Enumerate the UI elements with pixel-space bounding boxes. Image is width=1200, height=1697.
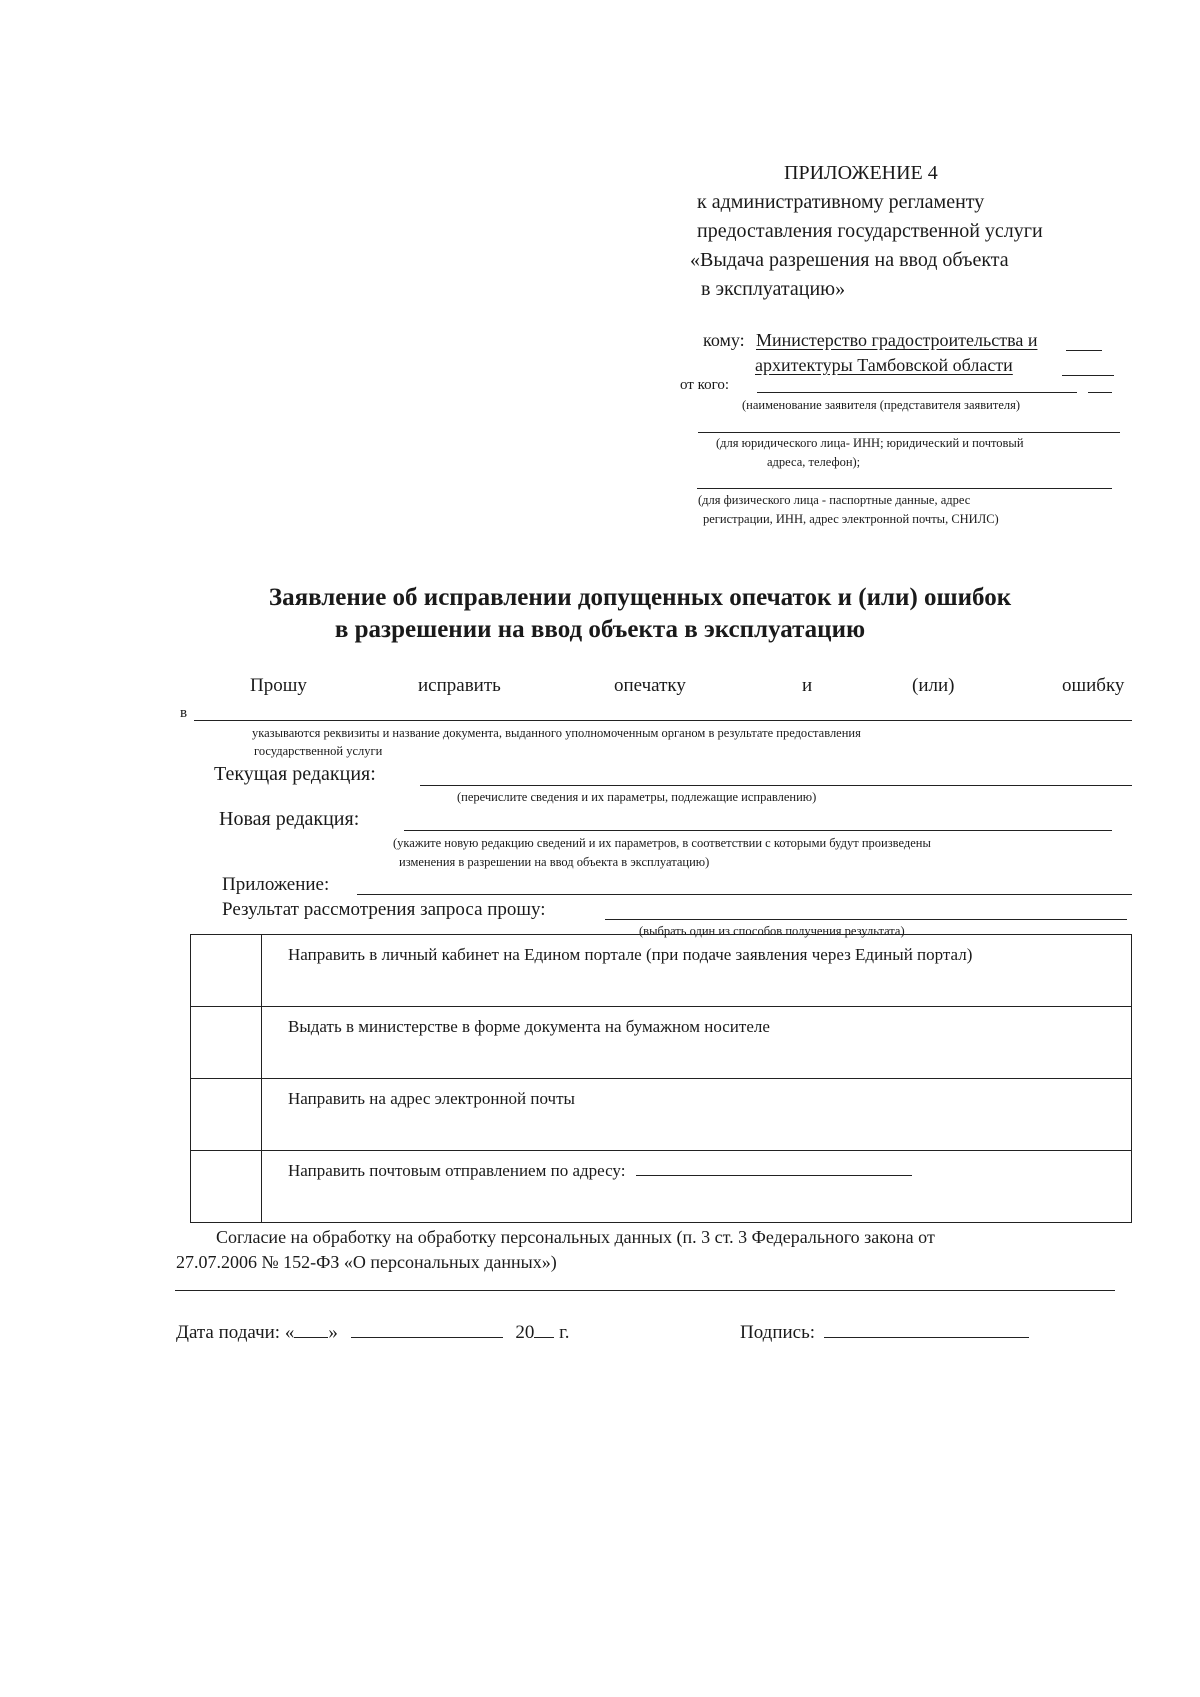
signature-label: Подпись:	[740, 1322, 816, 1343]
request-word-6: ошибку	[1062, 675, 1125, 696]
individual-input-line[interactable]	[697, 488, 1112, 489]
option-checkbox-post[interactable]	[191, 1151, 262, 1223]
result-options-table	[190, 934, 1132, 1223]
option-checkbox-paper[interactable]	[191, 1007, 262, 1079]
option-text-portal: Направить в личный кабинет на Едином портале (при подаче заявления через Единый портал)	[262, 935, 1132, 1007]
option-row	[191, 1151, 1132, 1223]
appendix-line-2: предоставления государственной услуги	[697, 220, 1043, 242]
new-edition-hint-1: (укажите новую редакцию сведений и их параметров, в соответствии с которыми будут произведены	[393, 836, 931, 850]
document-details-hint-1: указываются реквизиты и название документа, выданного уполномоченным органом в результате предоставления	[252, 726, 861, 740]
document-details-hint-2: государственной услуги	[254, 744, 383, 758]
legal-entity-hint-2: адреса, телефон);	[767, 455, 861, 469]
legal-entity-hint-1: (для юридического лица- ИНН; юридический и почтовый	[716, 436, 1024, 450]
in-label: в	[180, 705, 188, 721]
request-word-2: исправить	[418, 675, 501, 696]
from-hint: (наименование заявителя (представителя заявителя)	[742, 398, 1021, 412]
appendix-line-1: к административному регламенту	[697, 191, 985, 213]
date-label: Дата подачи: «	[176, 1322, 295, 1343]
individual-hint-2: регистрации, ИНН, адрес электронной почты, СНИЛС)	[703, 512, 999, 526]
from-label: от кого:	[680, 377, 730, 393]
document-title-line-1: Заявление об исправлении допущенных опечаток и (или) ошибок	[268, 584, 1012, 611]
signature	[740, 1322, 1029, 1344]
option-row	[191, 1079, 1132, 1151]
signature-input-line[interactable]	[824, 1323, 1029, 1338]
submission-date	[176, 1322, 570, 1344]
individual-hint-1: (для физического лица - паспортные данные, адрес	[698, 493, 971, 507]
to-fill-line-2	[1062, 375, 1114, 376]
consent-signature-line[interactable]	[175, 1290, 1115, 1291]
appendix-line-4: в эксплуатацию»	[701, 278, 846, 300]
to-recipient-line-1: Министерство градостроительства и	[756, 330, 1038, 350]
option-text-email: Направить на адрес электронной почты	[262, 1079, 1132, 1151]
year-input-line[interactable]	[534, 1323, 554, 1338]
request-word-5: (или)	[912, 675, 955, 696]
document-details-input-line[interactable]	[194, 720, 1132, 721]
document-title-line-2: в разрешении на ввод объекта в эксплуатацию	[334, 616, 866, 643]
date-closing-quote: »	[328, 1322, 338, 1343]
to-recipient-line-2: архитектуры Тамбовской области	[755, 355, 1013, 375]
appendix-line-3: «Выдача разрешения на ввод объекта	[690, 249, 1009, 271]
new-edition-label: Новая редакция:	[219, 808, 360, 830]
new-edition-input-line[interactable]	[404, 830, 1112, 831]
attachment-label: Приложение:	[222, 874, 330, 895]
option-row	[191, 935, 1132, 1007]
from-input-line-end	[1088, 392, 1112, 393]
option-checkbox-portal[interactable]	[191, 935, 262, 1007]
option-text-post: Направить почтовым отправлением по адресу:	[288, 1161, 626, 1180]
option-checkbox-email[interactable]	[191, 1079, 262, 1151]
to-fill-line-1	[1066, 350, 1102, 351]
request-word-1: Прошу	[250, 675, 307, 696]
request-word-3: опечатку	[614, 675, 686, 696]
new-edition-hint-2: изменения в разрешении на ввод объекта в эксплуатацию)	[399, 855, 710, 869]
month-input-line[interactable]	[351, 1323, 503, 1338]
option-text-paper: Выдать в министерстве в форме документа на бумажном носителе	[262, 1007, 1132, 1079]
year-prefix: 20	[515, 1322, 535, 1343]
current-edition-input-line[interactable]	[420, 785, 1132, 786]
legal-entity-input-line[interactable]	[698, 432, 1120, 433]
option-row	[191, 1007, 1132, 1079]
to-label: кому:	[703, 330, 745, 350]
option-post-cell	[262, 1151, 1132, 1223]
result-label: Результат рассмотрения запроса прошу:	[222, 899, 546, 920]
attachment-input-line[interactable]	[357, 894, 1132, 895]
current-edition-label: Текущая редакция:	[214, 763, 376, 785]
day-input-line[interactable]	[294, 1323, 328, 1338]
consent-line-2: 27.07.2006 № 152-ФЗ «О персональных данных»)	[176, 1252, 557, 1272]
appendix-number: ПРИЛОЖЕНИЕ 4	[784, 162, 938, 184]
from-input-line[interactable]	[757, 392, 1077, 393]
postal-address-input-line[interactable]	[636, 1161, 912, 1176]
request-word-4: и	[802, 675, 813, 696]
year-suffix: г.	[559, 1322, 570, 1343]
result-input-line[interactable]	[605, 919, 1127, 920]
current-edition-hint: (перечислите сведения и их параметры, подлежащие исправлению)	[457, 790, 817, 804]
consent-line-1: Согласие на обработку на обработку персональных данных (п. 3 ст. 3 Федерального закона от	[216, 1227, 935, 1247]
result-hint: (выбрать один из способов получения результата)	[639, 924, 905, 938]
